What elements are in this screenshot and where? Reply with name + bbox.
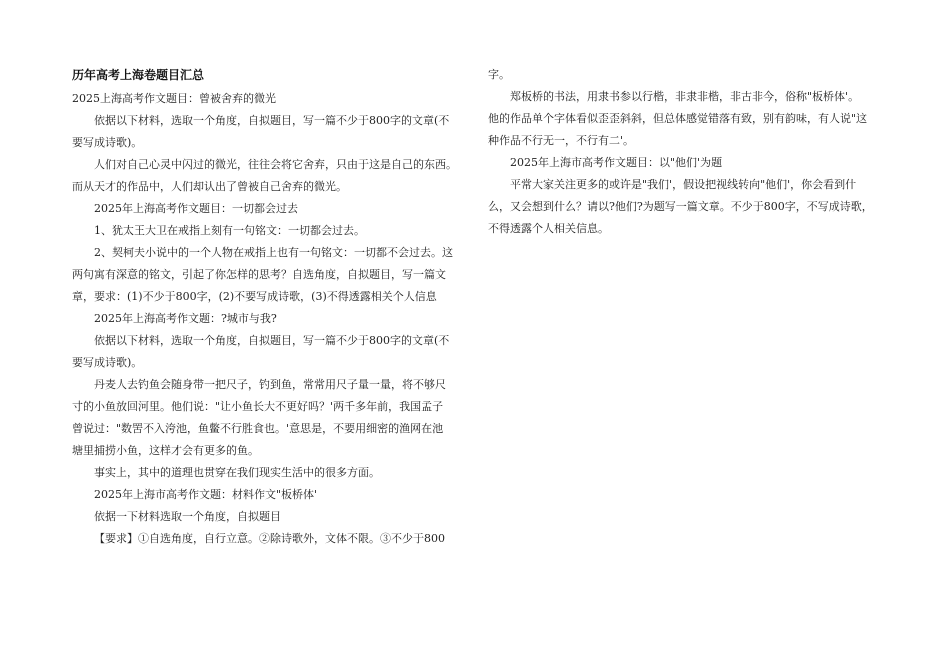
text-line: 要写成诗歌)。	[72, 356, 143, 369]
text-line: 而从天才的作品中，人们却认出了曾被自己舍弃的微光。	[72, 180, 347, 193]
text-line: 2025上海高考作文题目：曾被舍弃的微光	[72, 92, 276, 105]
text-line: 依据一下材料选取一个角度，自拟题目	[94, 510, 281, 523]
text-line: 2、契柯夫小说中的一个人物在戒指上也有一句铭文：一切都不会过去。这	[94, 246, 453, 259]
text-line: 人们对自己心灵中闪过的微光，往往会将它舍弃，只由于这是自己的东西。	[94, 158, 457, 171]
text-line: 曾说过："数罟不入洿池，鱼鳖不行胜食也。'意思是，不要用细密的渔网在池	[72, 422, 444, 435]
text-line: 1、犹太王大卫在戒指上刻有一句铭文：一切都会过去。	[94, 224, 365, 237]
text-line: 2025年上海市高考作文题：材料作文"板桥体'	[94, 488, 318, 501]
left-paragraph-lines	[72, 88, 462, 550]
text-line: 事实上，其中的道理也贯穿在我们现实生活中的很多方面。	[94, 466, 380, 479]
text-line: 郑板桥的书法，用隶书参以行楷，非隶非楷，非古非今，俗称"板桥体'。	[510, 90, 860, 103]
text-line: 2025年上海市高考作文题目：以"他们'为题	[510, 156, 723, 169]
text-line: 依据以下材料，选取一个角度，自拟题目，写一篇不少于800字的文章(不	[94, 114, 450, 127]
document-title: 历年高考上海卷题目汇总	[72, 68, 205, 82]
right-column	[488, 64, 878, 240]
text-line: 字。	[488, 68, 510, 81]
text-line: 依据以下材料，选取一个角度，自拟题目，写一篇不少于800字的文章(不	[94, 334, 450, 347]
left-column	[72, 64, 462, 550]
text-line: 么，又会想到什么？请以?他们?为题写一篇文章。不少于800字，不写成诗歌，	[488, 200, 873, 213]
text-line: 2025年上海高考作文题：?城市与我?	[94, 312, 277, 325]
text-line: 种作品不行无一，不行有二'。	[488, 134, 635, 147]
text-line: 要写成诗歌)。	[72, 136, 143, 149]
text-line: 章，要求：(1)不少于800字，(2)不要写成诗歌，(3)不得透露相关个人信息	[72, 290, 437, 303]
text-line: 不得透露个人相关信息。	[488, 222, 609, 235]
text-line: 两句寓有深意的铭文，引起了你怎样的思考？自选角度，自拟题目，写一篇文	[72, 268, 446, 281]
right-paragraph-lines	[488, 64, 878, 240]
text-line: 塘里捕捞小鱼，这样才会有更多的鱼。	[72, 444, 259, 457]
text-line: 【要求】①自选角度，自行立意。②除诗歌外，文体不限。③不少于800	[94, 532, 445, 545]
text-line: 平常大家关注更多的或许是"我们'，假设把视线转向"他们'，你会看到什	[510, 178, 857, 191]
text-line: 2025年上海高考作文题目：一切都会过去	[94, 202, 298, 215]
text-line: 丹麦人去钓鱼会随身带一把尺子，钓到鱼，常常用尺子量一量，将不够尺	[94, 378, 446, 391]
text-line: 寸的小鱼放回河里。他们说："让小鱼长大不更好吗？'两千多年前，我国孟子	[72, 400, 444, 413]
text-line: 他的作品单个字体看似歪歪斜斜，但总体感觉错落有致，别有韵味，有人说"这	[488, 112, 868, 125]
